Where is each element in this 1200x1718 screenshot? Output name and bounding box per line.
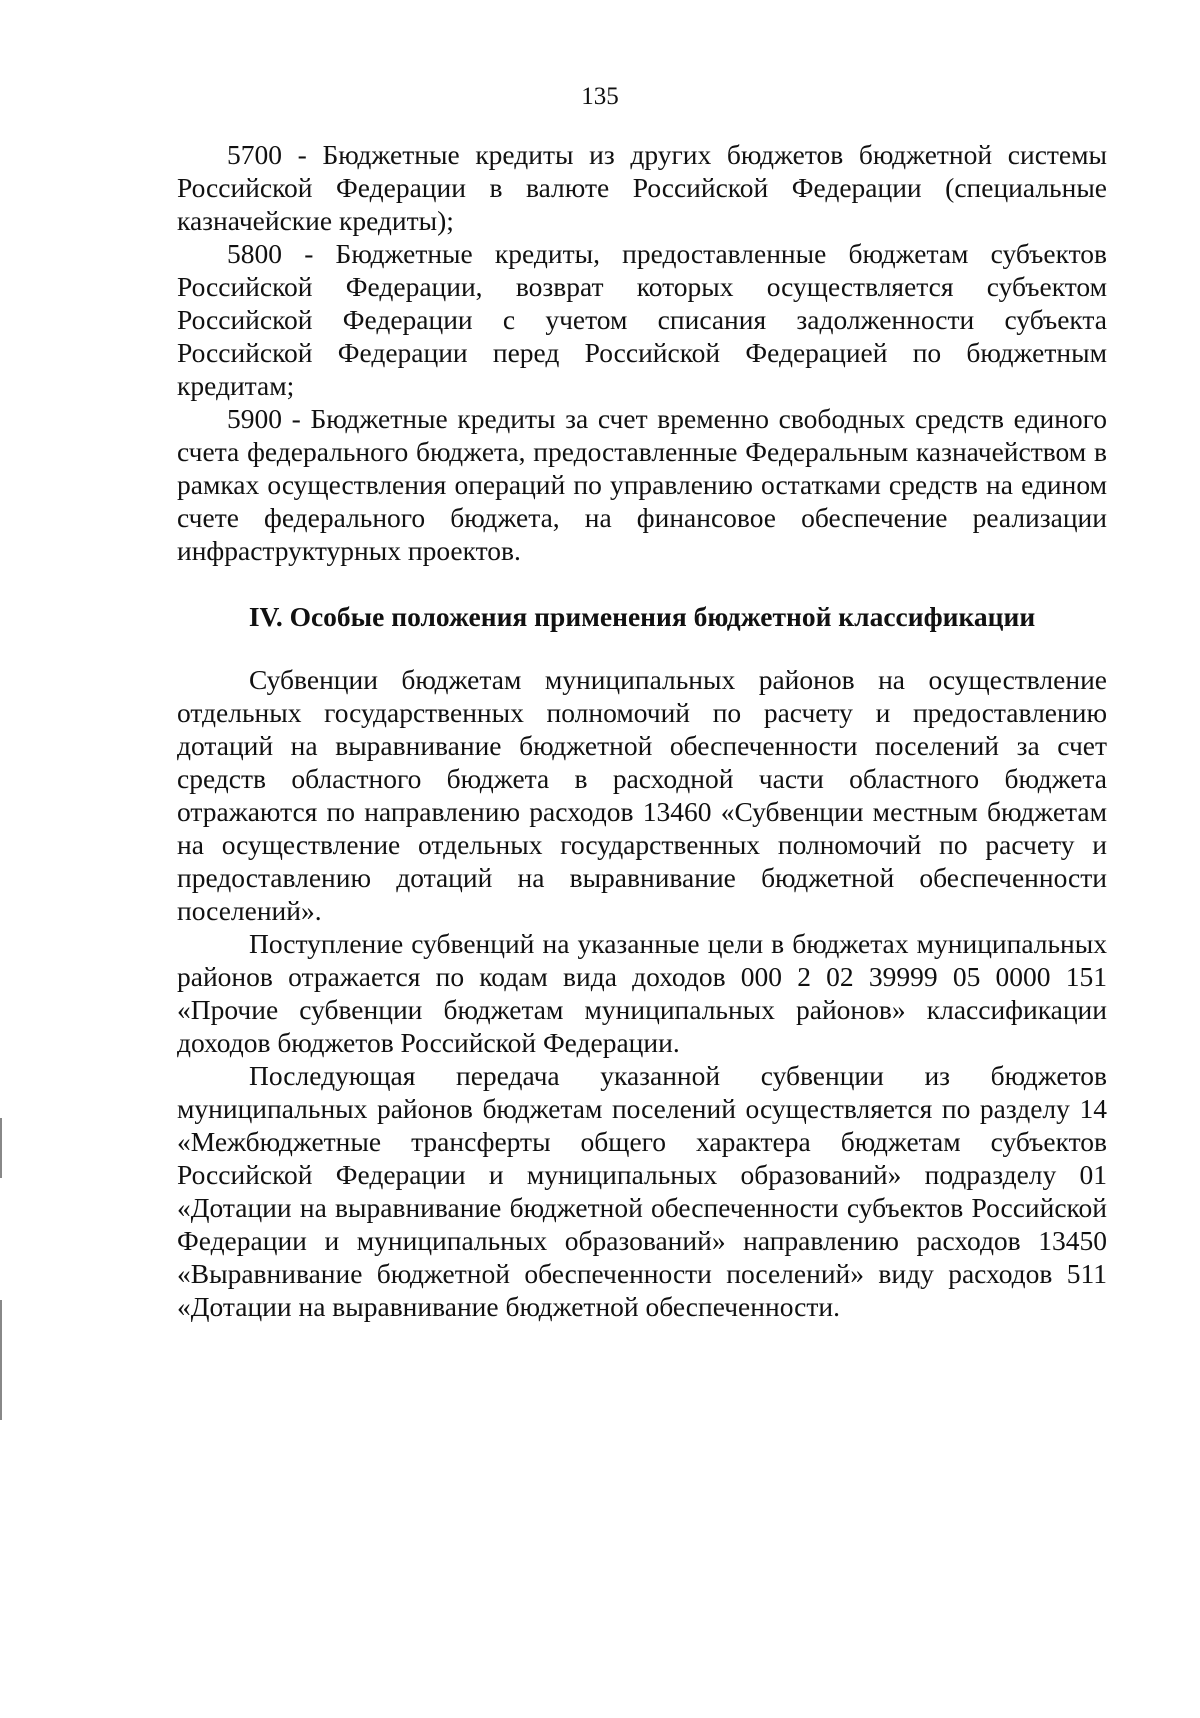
- section-heading: IV. Особые положения применения бюджетной классификации: [248, 601, 1036, 632]
- scan-edge-mark: [0, 1300, 2, 1420]
- paragraph-5700: 5700 - Бюджетные кредиты из других бюджетов бюджетной системы Российской Федерации в валюте Российской Федерации (специальные казначейские кредиты);: [177, 139, 1107, 236]
- document-body: [177, 138, 1107, 1323]
- paragraph-transfer: Последующая передача указанной субвенции из бюджетов муниципальных районов бюджетам поселений осуществляется по разделу 14 «Межбюджетные трансферты общего характера бюджетам субъектов Российской Федерации и муниципальных образований» подразделу 01 «Дотации на выравнивание бюджетной обеспеченности субъектов Российской Федерации и муниципальных образований» направлению расходов 13450 «Выравнивание бюджетной обеспеченности поселений» виду расходов 511 «Дотации на выравнивание бюджетной обеспеченности.: [177, 1060, 1107, 1322]
- scan-edge-mark: [0, 1118, 2, 1178]
- paragraph-receipt: Поступление субвенций на указанные цели в бюджетах муниципальных районов отражается по кодам вида доходов 000 2 02 39999 05 0000 151 «Прочие субвенции бюджетам муниципальных районов» классификации доходов бюджетов Российской Федерации.: [177, 928, 1107, 1058]
- section-body: [177, 663, 1107, 1323]
- page-number: 135: [581, 83, 619, 110]
- paragraph-subventions: Субвенции бюджетам муниципальных районов на осуществление отдельных государственных полномочий по расчету и предоставлению дотаций на выравнивание бюджетной обеспеченности поселений за счет средств областного бюджета в расходной части областного бюджета отражаются по направлению расходов 13460 «Субвенции местным бюджетам на осуществление отдельных государственных полномочий по расчету и предоставлению дотаций на выравнивание бюджетной обеспеченности поселений».: [177, 664, 1107, 926]
- paragraph-5800: 5800 - Бюджетные кредиты, предоставленные бюджетам субъектов Российской Федерации, возврат которых осуществляется субъектом Российской Федерации с учетом списания задолженности субъекта Российской Федерации перед Российской Федерацией по бюджетным кредитам;: [177, 238, 1107, 401]
- paragraph-5900: 5900 - Бюджетные кредиты за счет временно свободных средств единого счета федерального бюджета, предоставленные Федеральным казначейством в рамках осуществления операций по управлению остатками средств на едином счете федерального бюджета, на финансовое обеспечение реализации инфраструктурных проектов.: [177, 403, 1107, 566]
